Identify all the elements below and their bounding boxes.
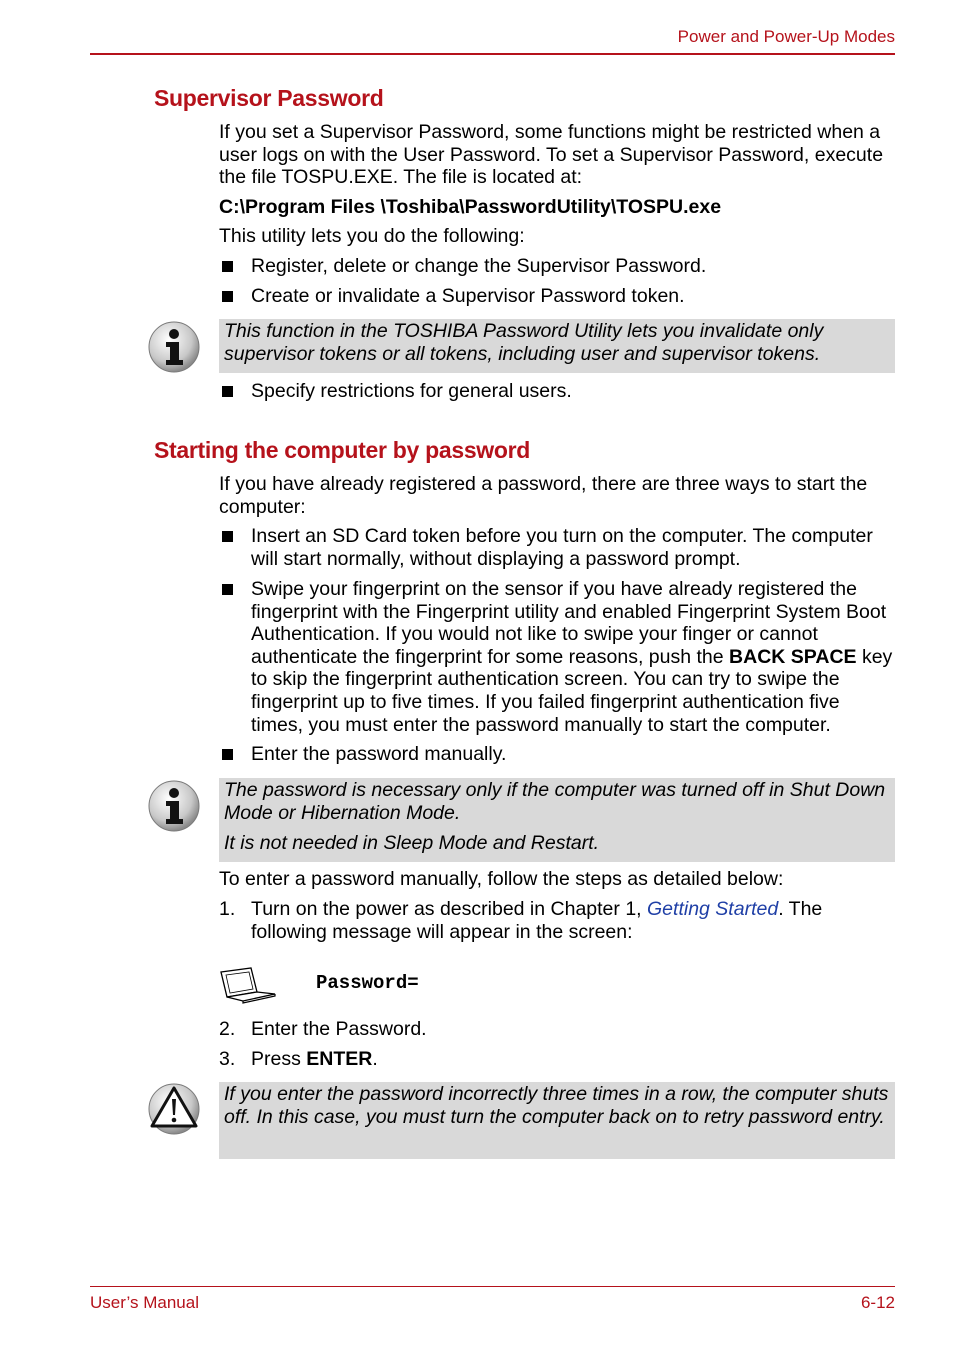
info-icon: [147, 320, 201, 374]
footer-rule: [90, 1286, 895, 1287]
footer-manual: User’s Manual: [90, 1293, 199, 1312]
bullet-icon: [222, 261, 233, 272]
section-heading-startup: Starting the computer by password: [154, 437, 531, 463]
bullet-icon: [222, 531, 233, 542]
page-number: 6-12: [860, 1293, 895, 1312]
warning-box: If you enter the password incorrectly three times in a row, the computer shuts off. In this case, you must turn the computer back on to retry password entry.: [219, 1082, 895, 1159]
getting-started-link[interactable]: Getting Started: [647, 898, 779, 920]
file-path: C:\Program Files \Toshiba\PasswordUtility\TOSPU.exe: [219, 196, 722, 218]
warning-icon: [147, 1082, 201, 1136]
supervisor-intro: If you set a Supervisor Password, some functions might be restricted when a user logs on with the User Password. To set a Supervisor Password, execute the file TOSPU.EXE. The file is located at:: [219, 121, 884, 189]
bullet-icon: [222, 386, 233, 397]
bullet-icon: [222, 749, 233, 760]
password-prompt: Password=: [316, 972, 419, 994]
info-icon: [147, 779, 201, 833]
bullet-icon: [222, 291, 233, 302]
key-back-space: BACK SPACE: [729, 645, 857, 668]
bullet-icon: [222, 584, 233, 595]
key-enter: ENTER: [306, 1048, 373, 1070]
computer-screen-icon: [219, 966, 277, 1004]
running-header: Power and Power-Up Modes: [677, 27, 895, 46]
section-heading-supervisor: Supervisor Password: [154, 85, 384, 111]
header-rule: [90, 53, 895, 55]
note-box: The password is necessary only if the computer was turned off in Shut Down Mode or Hibernation Mode. It is not needed in Sleep Mode and Restart.: [219, 778, 895, 862]
utility-text: This utility lets you do the following:: [219, 225, 525, 247]
startup-intro: If you have already registered a password, there are three ways to start the computer:: [219, 473, 868, 518]
steps-intro: To enter a password manually, follow the steps as detailed below:: [219, 868, 784, 890]
note-box: This function in the TOSHIBA Password Utility lets you invalidate only supervisor tokens or all tokens, including user and supervisor tokens.: [219, 319, 895, 373]
